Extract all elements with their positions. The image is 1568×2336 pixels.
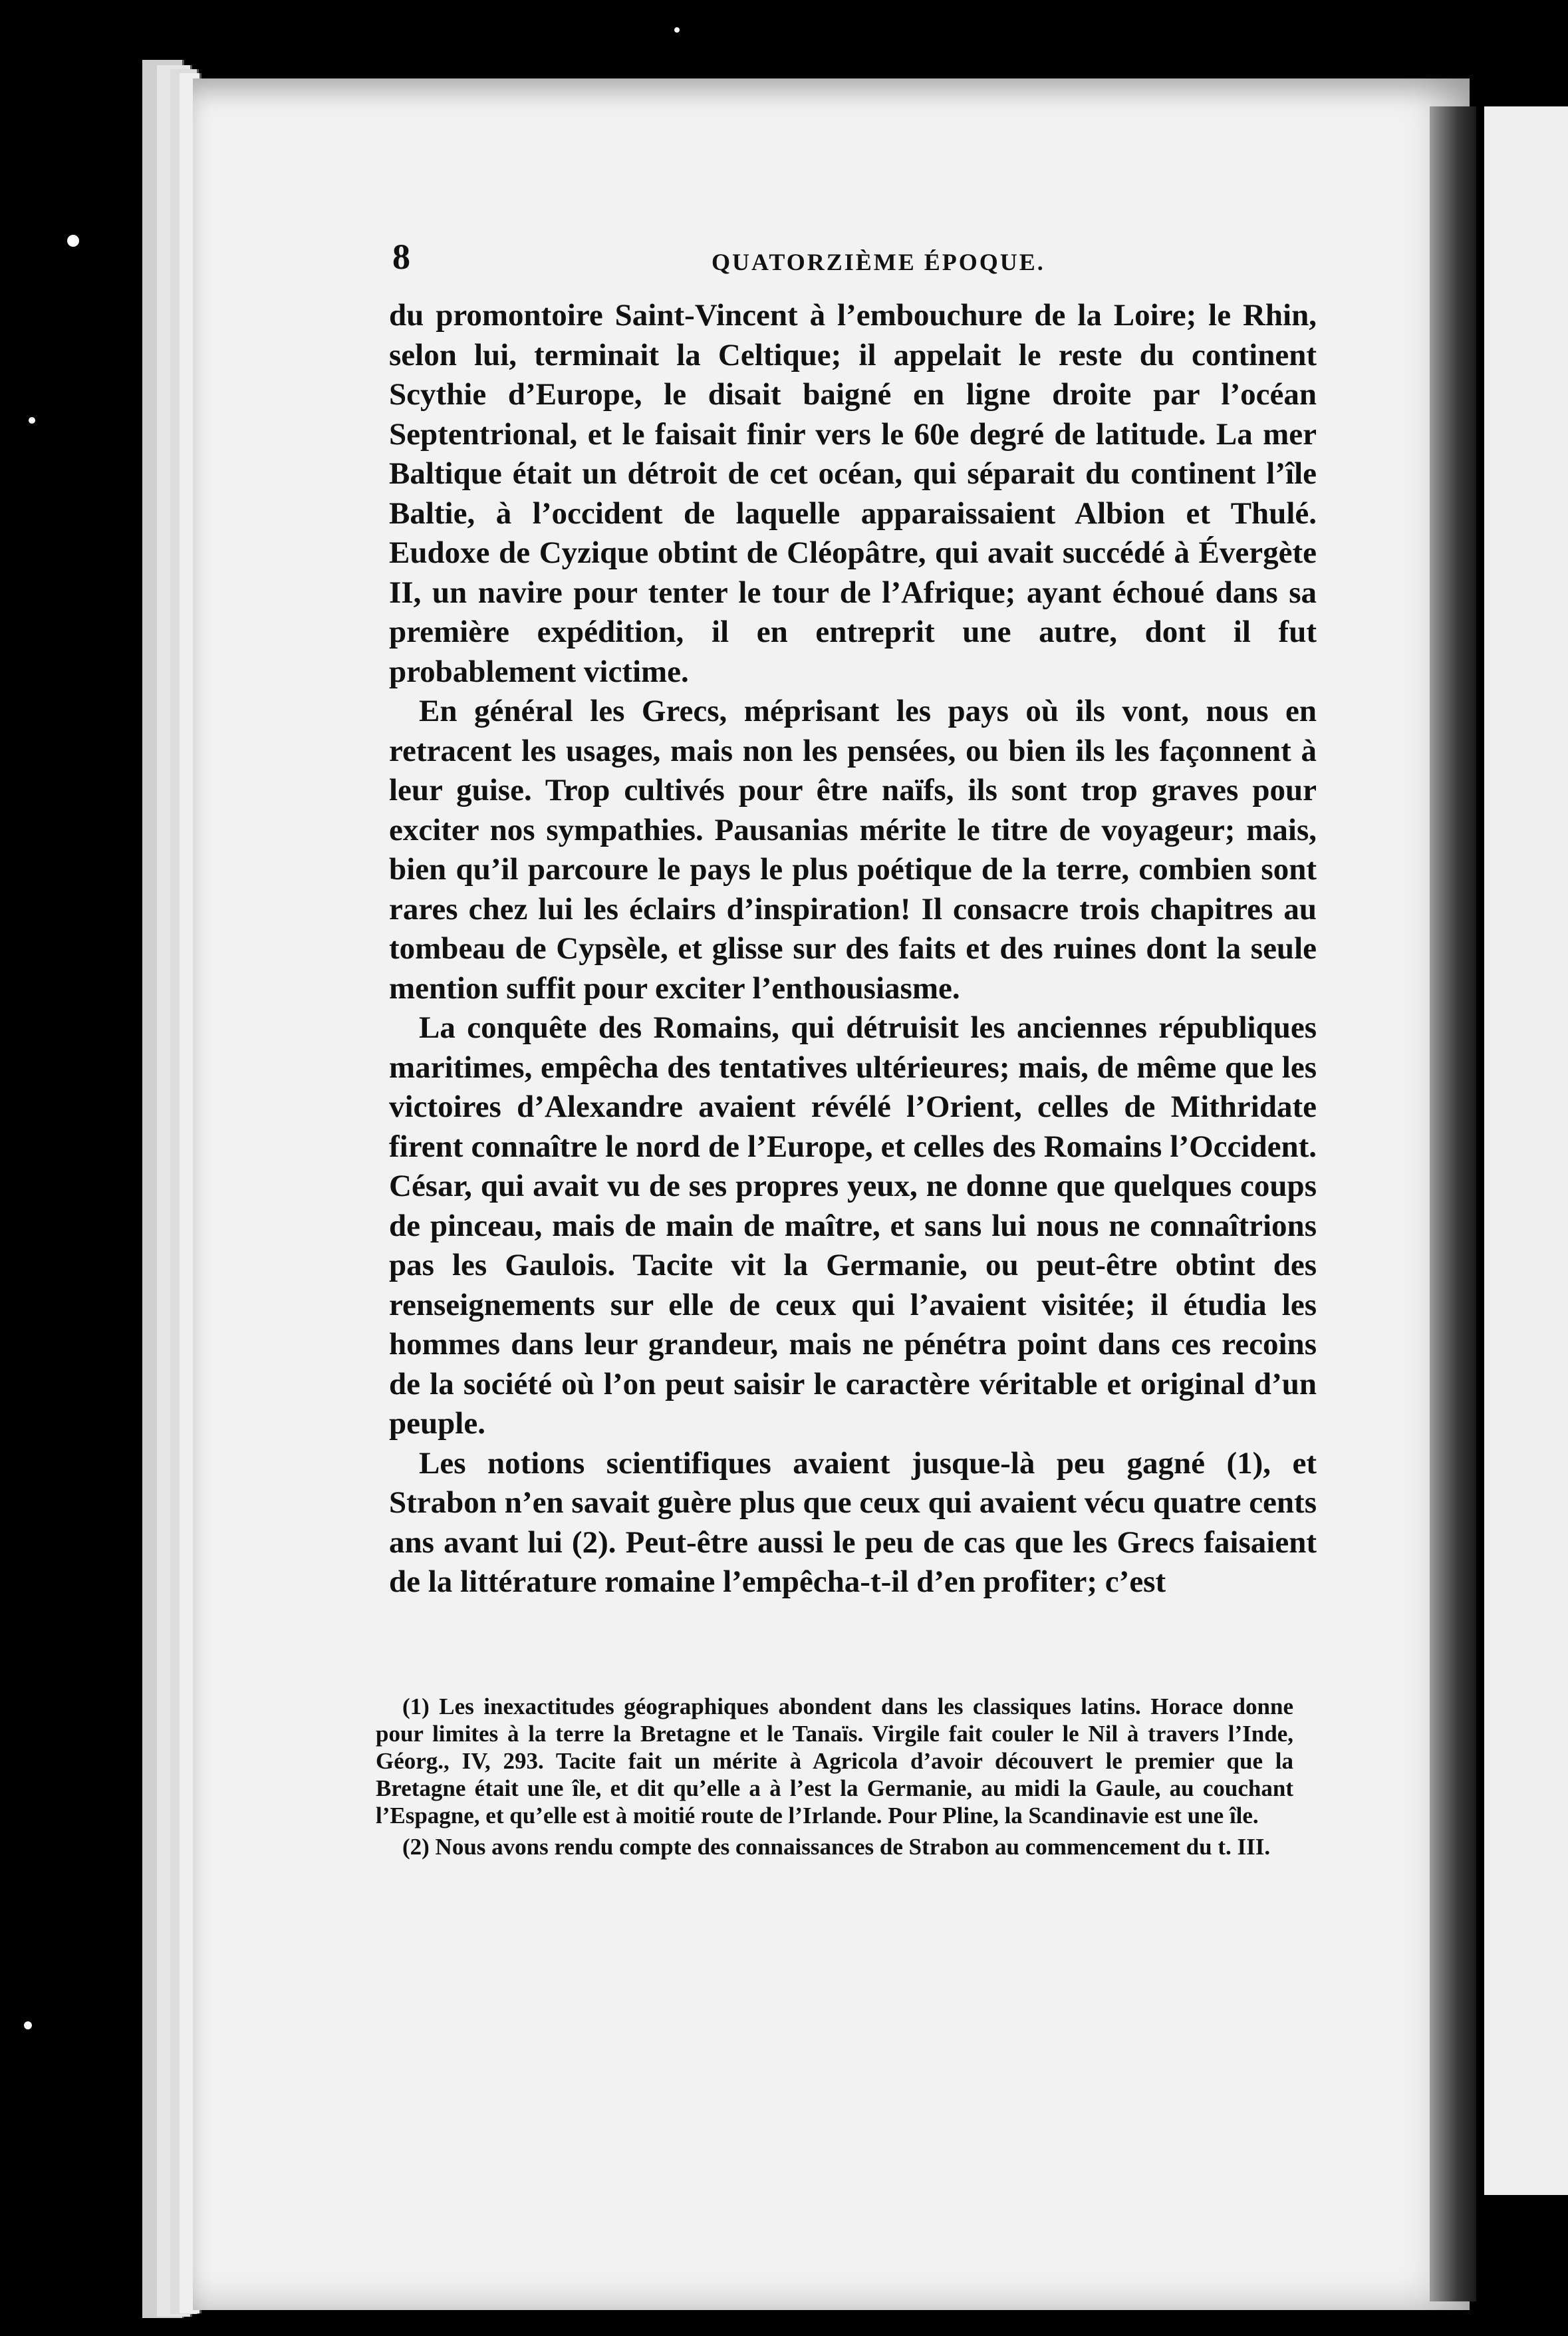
- footnote: (1) Les inexactitudes géographiques abondent dans les classiques latins. Horace donne pour limites à la terre la Bretagne et le Tanaïs. Virgile fait couler le Nil à travers l’Inde, Géorg., IV, 293. Tacite fait un mérite à Agricola d’avoir découvert le premier que la Bretagne était une île, et dit qu’elle a à l’est la Germanie, au midi la Gaule, au couchant l’Espagne, et qu’elle est à moitié route de l’Irlande. Pour Pline, la Scandinavie est une île.: [376, 1693, 1293, 1828]
- speck: [29, 417, 35, 424]
- paragraph: du promontoire Saint-Vincent à l’embouchure de la Loire; le Rhin, selon lui, terminait la Celtique; il appelait le reste du continent Scythie d’Europe, le disait baigné en ligne droite par l’océan Septentrional, et le faisait finir vers le 60e degré de latitude. La mer Baltique était un détroit de cet océan, qui séparait du continent l’île Baltie, à l’occident de laquelle apparaissaient Albion et Thulé. Eudoxe de Cyzique obtint de Cléopâtre, qui avait succédé à Évergète II, un navire pour tenter le tour de l’Afrique; ayant échoué dans sa première expédition, il en entreprit une autre, dont il fut probablement victime.: [389, 298, 1317, 689]
- speck: [674, 27, 680, 33]
- page-number: 8: [392, 237, 410, 277]
- speck: [67, 235, 79, 247]
- speck: [24, 2021, 32, 2029]
- paragraph: En général les Grecs, méprisant les pays où ils vont, nous en retracent les usages, mais non les pensées, ou bien ils les façonnent à leur guise. Trop cultivés pour être naïfs, ils sont trop graves pour exciter nos sympathies. Pausanias mérite le titre de voyageur; mais, bien qu’il parcoure le pays le plus poétique de la terre, combien sont rares chez lui les éclairs d’inspiration! Il consacre trois chapitres au tombeau de Cypsèle, et glisse sur des faits et des ruines dont la seule mention suffit pour exciter l’enthousiasme.: [389, 694, 1317, 1006]
- footnote: (2) Nous avons rendu compte des connaissances de Strabon au commencement du t. III.: [402, 1834, 1271, 1860]
- page-gutter-shadow: [1430, 106, 1476, 2301]
- paragraph: La conquête des Romains, qui détruisit les anciennes républiques maritimes, empêcha des tentatives ultérieures; mais, de même que les victoires d’Alexandre avaient révélé l’Orient, celles de Mithridate firent connaître le nord de l’Europe, et celles des Romains l’Occident. César, qui avait vu de ses propres yeux, ne donne que quelques coups de pinceau, mais de main de maître, et sans lui nous ne connaîtrions pas les Gaulois. Tacite vit la Germanie, ou peut-être obtint des renseignements sur elle de ceux qui l’avaient visitée; il étudia les hommes dans leur grandeur, mais ne pénétra point dans ces recoins de la société où l’on peut saisir le caractère véritable et original d’un peuple.: [389, 1010, 1317, 1441]
- page-header: [392, 236, 1317, 289]
- footnotes: [376, 1693, 1293, 1864]
- body-text: [389, 296, 1317, 1602]
- facing-page-edge: [1484, 106, 1568, 2195]
- running-head: QUATORZIÈME ÉPOQUE.: [712, 249, 1045, 275]
- paragraph: Les notions scientifiques avaient jusque-là peu gagné (1), et Strabon n’en savait guère plus que ceux qui avaient vécu quatre cents ans avant lui (2). Peut-être aussi le peu de cas que les Grecs faisaient de la littérature romaine l’empêcha-t-il d’en profiter; c’est: [389, 1445, 1317, 1599]
